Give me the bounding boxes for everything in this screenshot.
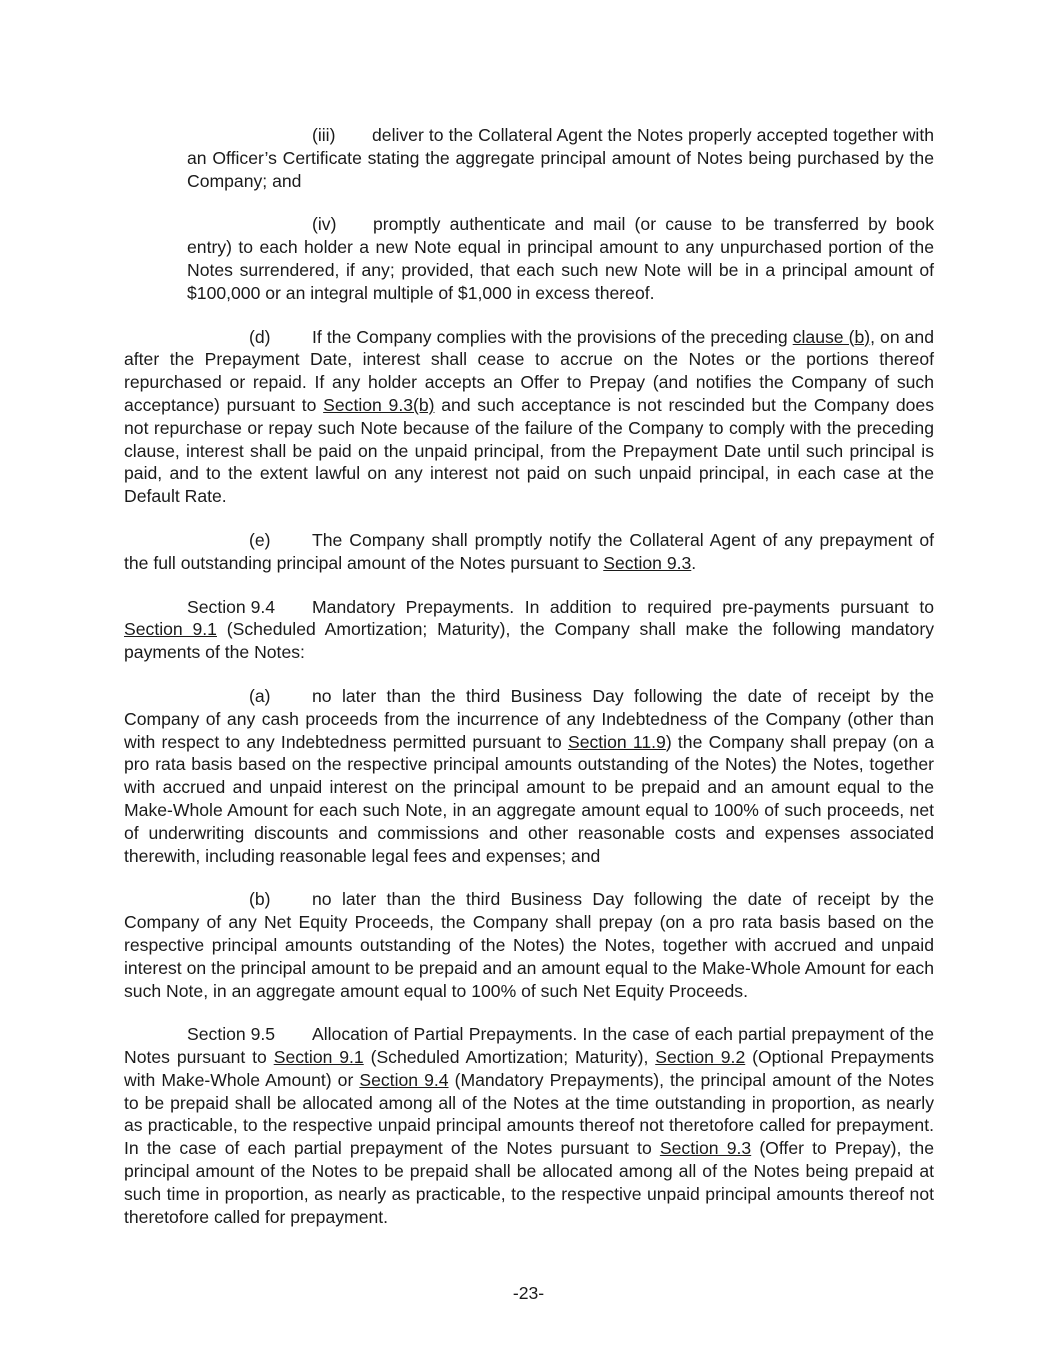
paragraph-text: no later than the third Business Day following the date of receipt by the Company of any cash proceeds from the incurrence of any Indebtedness of the Company (other than with respect to any Indebtedness permitted pursuant to <box>124 685 934 752</box>
paragraph-c-iv <box>187 213 934 304</box>
paragraph-9-4-a <box>124 685 934 867</box>
paragraph-text: (Mandatory Prepayments), the principal amount of the Notes to be prepaid shall be allocated among all of the Notes at the time outstanding in proportion, as nearly as practicable, to the respective unpaid principal amounts thereof not theretofore called for prepayment. In the case of each partial prepayment of the Notes pursuant to <box>124 1069 934 1159</box>
section-9-5 <box>124 1023 934 1228</box>
cross-reference-link: Section 9.3 <box>659 1138 752 1159</box>
paragraph-c-iii <box>187 124 934 192</box>
cross-reference-link: clause (b) <box>792 326 871 347</box>
document-body <box>124 124 934 1228</box>
paragraph-text: . <box>691 552 697 573</box>
paragraph-text: . In the case of each partial prepayment of the Notes pursuant to <box>124 1024 934 1068</box>
paragraph-text: ) the Company shall prepay (on a pro rata basis based on the respective principal amounts outstanding of the Notes) the Notes, together with accrued and unpaid interest on the principal amount to be prepaid and an amount equal to the Make-Whole Amount for each such Note, in an aggregate amount equal to 100% of such proceeds, net of underwriting discounts and commissions and other reasonable costs and expenses associated therewith, including reasonable legal fees and expenses; and <box>124 731 934 866</box>
paragraph-text: The Company shall promptly notify the Collateral Agent of any prepayment of the full outstanding principal amount of the Notes pursuant to <box>124 529 934 573</box>
item-marker: (iii) <box>312 125 336 145</box>
section-title: Allocation of Partial Prepayments <box>312 1024 573 1045</box>
item-marker: (d) <box>249 326 271 347</box>
item-marker: (a) <box>249 685 271 706</box>
paragraph-text: (Scheduled Amortization; Maturity), the Company shall make the following mandatory payments of the Notes: <box>124 619 935 663</box>
page-number: -23- <box>512 1283 545 1303</box>
cross-reference-link: Section 9.4 <box>359 1069 449 1090</box>
section-number: Section 9.5 <box>187 1024 276 1045</box>
item-marker: (b) <box>249 889 271 910</box>
paragraph-e <box>124 529 934 575</box>
paragraph-text: (Scheduled Amortization; Maturity), <box>363 1047 656 1068</box>
cross-reference-link: Section 9.1 <box>273 1047 364 1068</box>
cross-reference-link: Section 9.2 <box>655 1047 746 1068</box>
paragraph-text: no later than the third Business Day following the date of receipt by the Company of any Net Equity Proceeds, the Company shall prepay (on a pro rata basis based on the respective principal amounts outstanding of the Notes) the Notes, together with accrued and unpaid interest on the principal amount to be prepaid and an amount equal to the Make-Whole Amount for each such Note, in an aggregate amount equal to 100% of such Net Equity Proceeds. <box>124 889 934 1001</box>
section-9-4 <box>124 596 934 664</box>
cross-reference-link: Section 9.1 <box>124 619 217 640</box>
paragraph-d <box>124 326 934 508</box>
paragraph-9-4-b <box>124 888 934 1002</box>
paragraph-text: , on and after the Prepayment Date, interest shall cease to accrue on the Notes or the portions thereof repurchased or repaid. If any holder accepts an Offer to Prepay (and notifies the Company of such acceptance) pursuant to <box>124 326 934 415</box>
item-marker: (iv) <box>312 214 337 235</box>
section-title: Mandatory Prepayments <box>312 596 510 617</box>
paragraph-text: and such acceptance is not rescinded but the Company does not repurchase or repay such Note because of the failure of the Company to comply with the preceding clause, interest shall be paid on the unpaid principal, from the Prepayment Date until such principal is paid, and to the extent lawful on any interest not paid on such unpaid principal, in each case at the Default Rate. <box>124 394 934 507</box>
item-marker: (e) <box>249 529 271 550</box>
paragraph-text: (Offer to Prepay), the principal amount of the Notes to be prepaid shall be allocated among all of the Notes being prepaid at such time in proportion, as nearly as practicable, to the respective unpaid principal amounts thereof not theretofore called for prepayment. <box>124 1138 935 1227</box>
cross-reference-link: Section 9.3 <box>603 552 692 573</box>
section-number: Section 9.4 <box>187 596 276 617</box>
cross-reference-link: Section 9.3(b) <box>323 394 435 415</box>
paragraph-text: . In addition to required pre-payments pursuant to <box>509 596 934 617</box>
paragraph-text: promptly authenticate and mail (or cause to be transferred by book entry) to each holder a new Note equal in principal amount to any unpurchased portion of the Notes surrendered, if any; provided, that each such new Note will be in a principal amount of $100,000 or an integral multiple of $1,000 in excess thereof. <box>187 214 934 303</box>
paragraph-text: If the Company complies with the provisions of the preceding <box>312 326 793 347</box>
cross-reference-link: Section 11.9 <box>567 731 666 752</box>
paragraph-text: (Optional Prepayments with Make-Whole Amount) or <box>124 1047 935 1090</box>
paragraph-text: deliver to the Collateral Agent the Notes properly accepted together with an Officer’s Certificate stating the aggregate principal amount of Notes being purchased by the Company; and <box>187 125 934 191</box>
